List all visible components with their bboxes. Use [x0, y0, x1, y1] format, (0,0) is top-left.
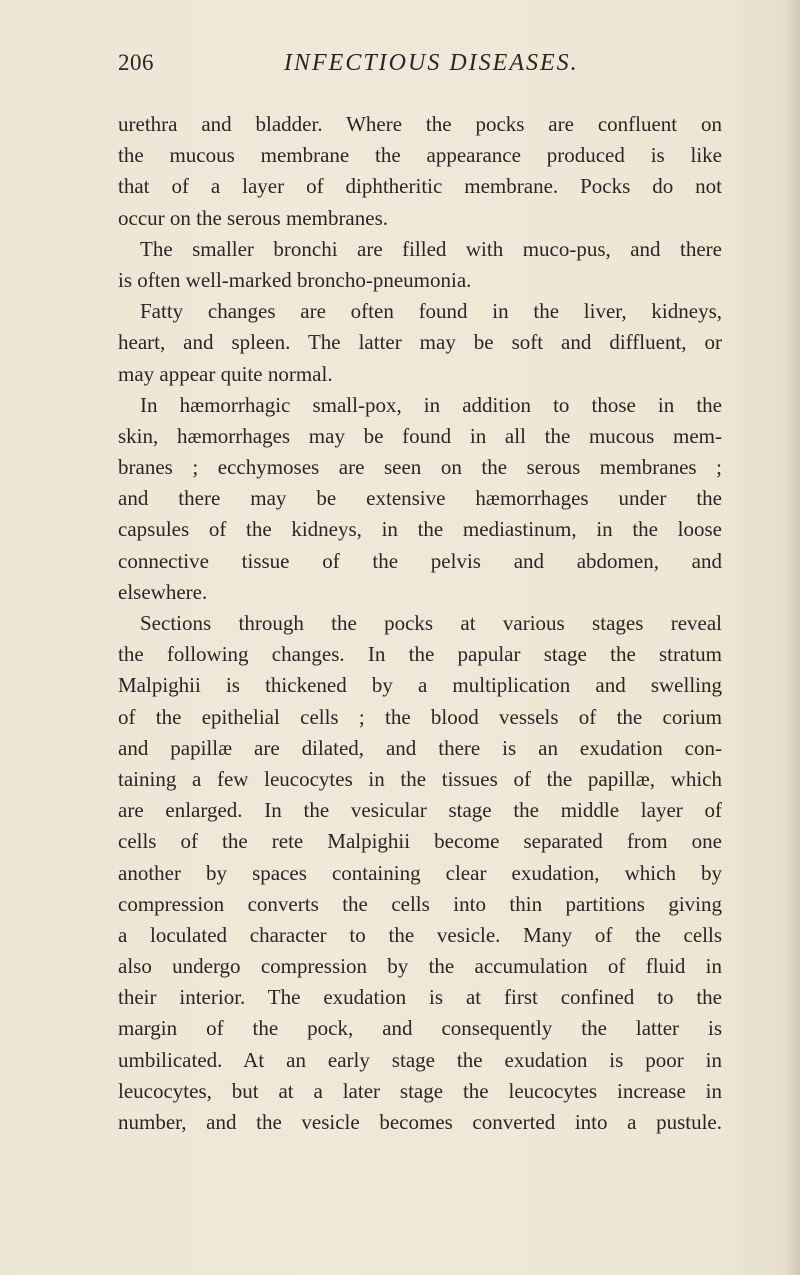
text-line: number, and the vesicle becomes converted into a pustule. [118, 1110, 722, 1134]
running-head: INFECTIOUS DISEASES. [284, 50, 579, 76]
text-line: Fatty changes are often found in the liver, kidneys, [140, 299, 722, 324]
page-header [118, 50, 722, 80]
text-line: occur on the serous membranes. [118, 205, 388, 230]
text-line: their interior. The exudation is at first confined to the [118, 985, 722, 1010]
text-line: another by spaces containing clear exudation, which by [118, 860, 722, 885]
text-line: a loculated character to the vesicle. Many of the cells [118, 922, 722, 947]
text-line: and papillæ are dilated, and there is an exudation con- [118, 735, 722, 760]
text-line: Malpighii is thickened by a multiplication and swelling [118, 673, 722, 698]
text-line: connective tissue of the pelvis and abdomen, and [118, 548, 722, 573]
body-text [118, 109, 722, 1138]
text-line: are enlarged. In the vesicular stage the middle layer of [118, 798, 722, 823]
text-line: the following changes. In the papular stage the stratum [118, 642, 722, 667]
text-line: cells of the rete Malpighii become separated from one [118, 829, 722, 854]
text-line: In hæmorrhagic small-pox, in addition to those in the [140, 392, 722, 417]
text-line: may appear quite normal. [118, 361, 333, 386]
text-line: that of a layer of diphtheritic membrane. Pocks do not [118, 174, 722, 199]
page-number: 206 [118, 50, 154, 75]
text-line: and there may be extensive hæmorrhages under the [118, 486, 722, 511]
text-line: also undergo compression by the accumulation of fluid in [118, 954, 722, 979]
text-line: branes ; ecchymoses are seen on the serous membranes ; [118, 455, 722, 480]
text-line: The smaller bronchi are filled with muco-pus, and there [140, 236, 722, 261]
page-edge-shadow [786, 0, 800, 1275]
text-line: compression converts the cells into thin partitions giving [118, 891, 722, 916]
text-line: leucocytes, but at a later stage the leucocytes increase in [118, 1078, 722, 1103]
text-line: of the epithelial cells ; the blood vessels of the corium [118, 704, 722, 729]
text-line: margin of the pock, and consequently the latter is [118, 1016, 722, 1041]
text-line: skin, hæmorrhages may be found in all the mucous mem- [118, 423, 722, 448]
text-line: urethra and bladder. Where the pocks are confluent on [118, 112, 722, 136]
text-line: Sections through the pocks at various stages reveal [140, 611, 722, 635]
text-line: heart, and spleen. The latter may be soft and diffluent, or [118, 330, 722, 355]
text-line: umbilicated. At an early stage the exudation is poor in [118, 1047, 722, 1072]
text-line: the mucous membrane the appearance produced is like [118, 143, 722, 168]
text-line: taining a few leucocytes in the tissues of the papillæ, which [118, 766, 722, 791]
text-line: elsewhere. [118, 579, 208, 604]
text-line: capsules of the kidneys, in the mediastinum, in the loose [118, 517, 722, 542]
text-line: is often well-marked broncho-pneumonia. [118, 267, 472, 292]
